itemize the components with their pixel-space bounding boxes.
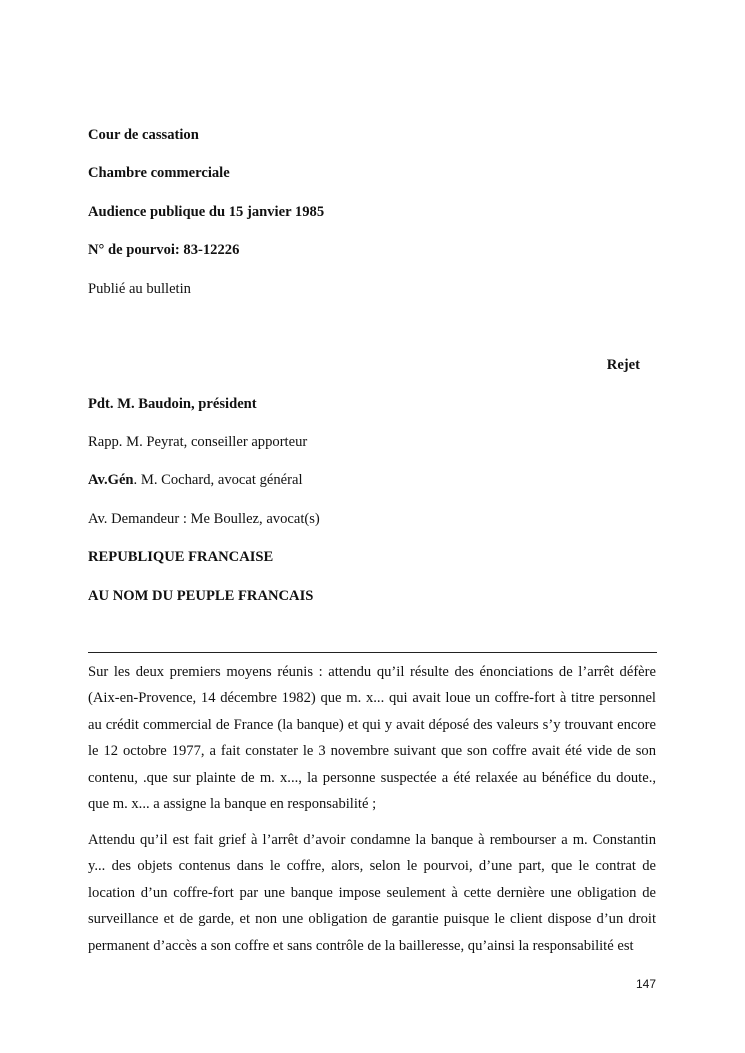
advocate-general-text: . M. Cochard, avocat général <box>133 472 303 488</box>
hearing-date: Audience publique du 15 janvier 1985 <box>88 204 325 220</box>
appeal-number: N° de pourvoi: 83-12226 <box>88 242 240 258</box>
decision-outcome: Rejet <box>606 357 640 373</box>
president-line: Pdt. M. Baudoin, président <box>88 396 257 412</box>
court-name: Cour de cassation <box>88 127 199 143</box>
people-heading: AU NOM DU PEUPLE FRANCAIS <box>88 588 314 604</box>
chamber-name: Chambre commerciale <box>88 165 230 181</box>
advocate-general-line <box>88 471 303 489</box>
plaintiff-counsel-line: Av. Demandeur : Me Boullez, avocat(s) <box>88 511 320 527</box>
advocate-general-label: Av.Gén <box>88 472 134 488</box>
section-divider <box>88 652 657 653</box>
body-paragraph-1: Sur les deux premiers moyens réunis : attendu qu’il résulte des énonciations de l’arrêt défère (Aix-en-Provence, 14 décembre 1982) que m. x... qui avait loue un coffre-fort à titre personnel au crédit commercial de France (la banque) et qui y avait déposé des valeurs s’y trouvant encore le 12 octobre 1977, a fait constater le 3 novembre suivant que son coffre avait été vide de son contenu, .que sur plainte de m. x..., la personne suspectée a été relaxée au bénéfice du doute., que m. x... a assigne la banque en responsabilité ; <box>88 664 656 813</box>
page-number: 147 <box>635 977 656 991</box>
republic-heading: REPUBLIQUE FRANCAISE <box>88 549 274 565</box>
body-paragraph-2: Attendu qu’il est fait grief à l’arrêt d’avoir condamne la banque à rembourser a m. Constantin y... des objets contenus dans le coffre, alors, selon le pourvoi, d’une part, que le contrat de location d’un coffre-fort par une banque impose seulement à cette dernière une obligation de surveillance et de garde, et non une obligation de garantie puisque le client dispose d’un droit permanent d’accès a son coffre et sans contrôle de la bailleresse, qu’ainsi la responsabilité est <box>88 832 656 954</box>
rapporteur-line: Rapp. M. Peyrat, conseiller apporteur <box>88 434 308 450</box>
publication-status: Publié au bulletin <box>88 281 191 297</box>
